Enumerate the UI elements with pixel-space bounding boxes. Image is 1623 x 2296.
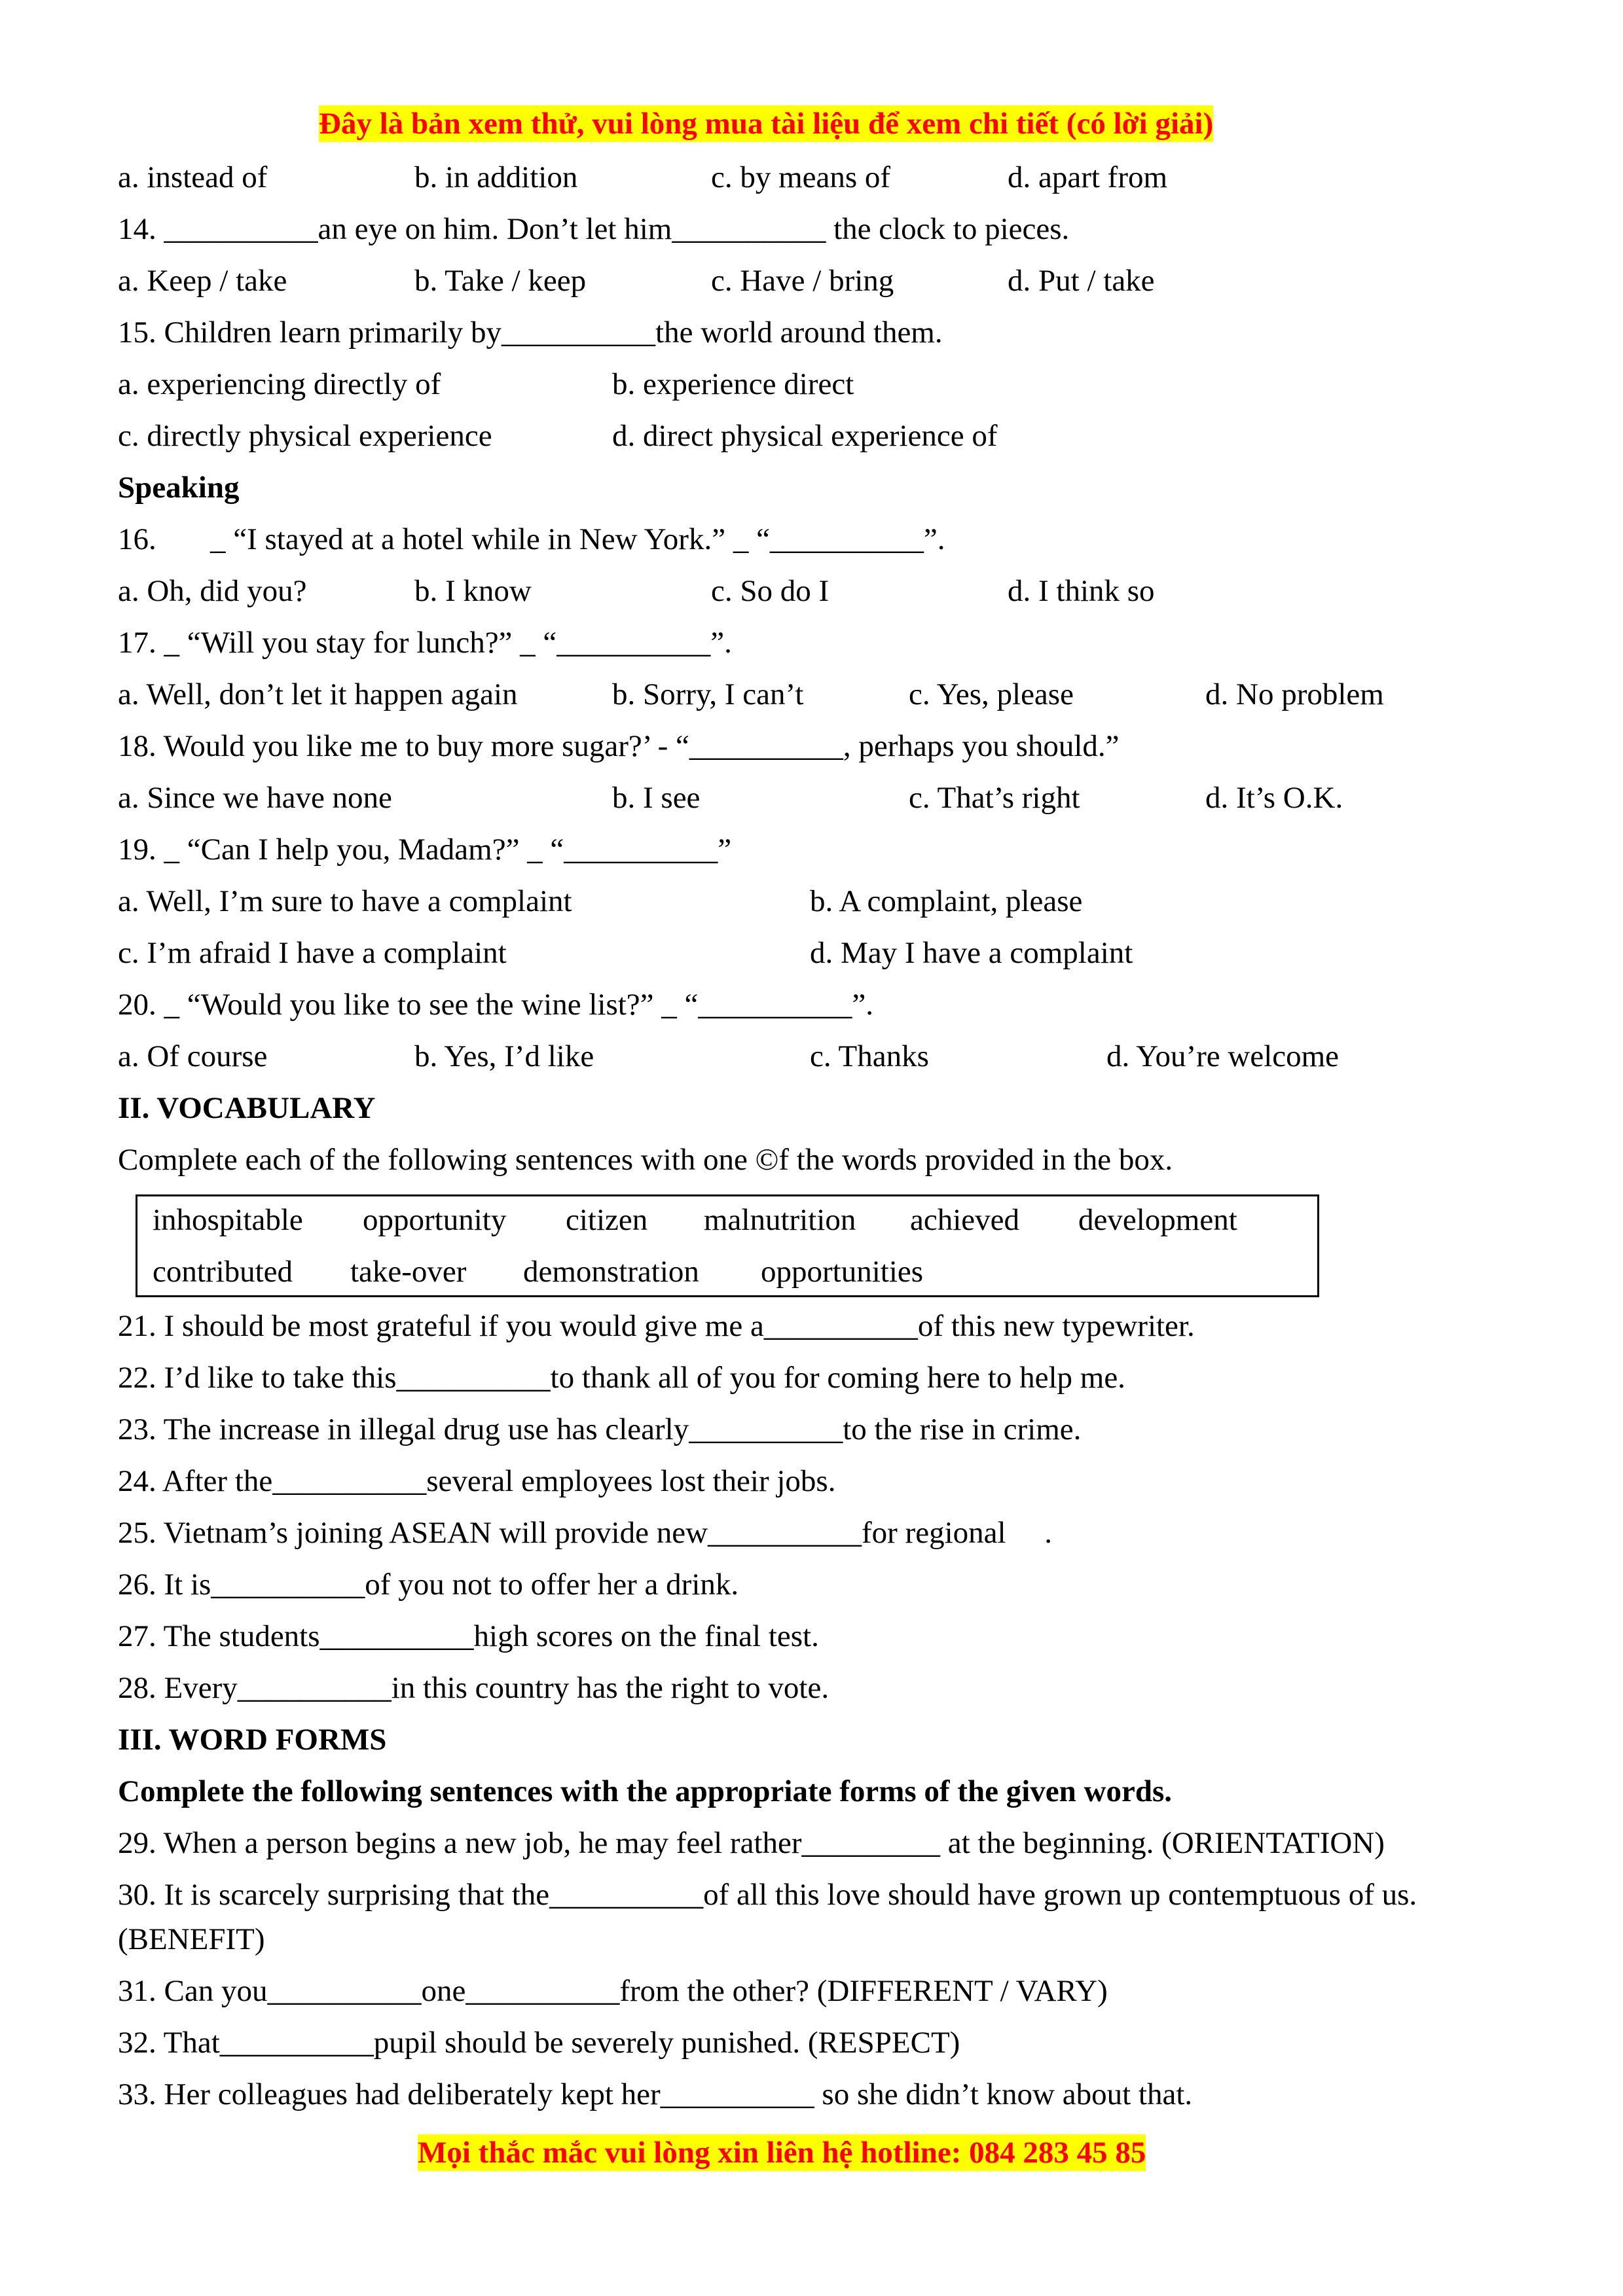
q17-option-d: d. No problem xyxy=(1205,677,1384,711)
box-word: contributed xyxy=(153,1255,293,1289)
question-24: 24. After the__________several employees lost their jobs. xyxy=(118,1464,836,1498)
question-15: 15. Children learn primarily by__________the world around them. xyxy=(118,315,943,350)
question-22: 22. I’d like to take this__________to thank all of you for coming here to help me. xyxy=(118,1361,1125,1395)
question-32: 32. That__________pupil should be severely punished. (RESPECT) xyxy=(118,2026,960,2060)
q18-option-b: b. I see xyxy=(612,781,701,815)
vocabulary-heading: II. VOCABULARY xyxy=(118,1091,376,1125)
question-19: 19. _ “Can I help you, Madam?” _ “__________” xyxy=(118,833,732,867)
box-word: malnutrition xyxy=(704,1203,856,1237)
question-29: 29. When a person begins a new job, he may feel rather_________ at the beginning. (ORIENTATION) xyxy=(118,1826,1385,1860)
q14-option-d: d. Put / take xyxy=(1008,264,1155,298)
q20-option-a: a. Of course xyxy=(118,1039,268,1073)
q18-option-a: a. Since we have none xyxy=(118,781,392,815)
q18-option-c: c. That’s right xyxy=(909,781,1080,815)
box-word: opportunities xyxy=(761,1255,924,1289)
q19-option-d: d. May I have a complaint xyxy=(810,936,1133,970)
question-31: 31. Can you__________one__________from the other? (DIFFERENT / VARY) xyxy=(118,1974,1108,2008)
question-28: 28. Every__________in this country has the right to vote. xyxy=(118,1671,830,1705)
q19-option-a: a. Well, I’m sure to have a complaint xyxy=(118,884,572,918)
box-word: opportunity xyxy=(363,1203,507,1237)
q14-option-a: a. Keep / take xyxy=(118,264,287,298)
q13-option-a: a. instead of xyxy=(118,160,268,194)
q20-option-b: b. Yes, I’d like xyxy=(414,1039,594,1073)
preview-notice-banner: Đây là bản xem thử, vui lòng mua tài liệu để xem chi tiết (có lời giải) xyxy=(319,107,1214,141)
speaking-heading: Speaking xyxy=(118,471,240,505)
question-30-continued: (BENEFIT) xyxy=(118,1922,265,1956)
box-word: take-over xyxy=(350,1255,467,1289)
q16-option-a: a. Oh, did you? xyxy=(118,574,307,608)
question-16: 16. _ “I stayed at a hotel while in New York.” _ “__________”. xyxy=(118,522,945,556)
q13-option-c: c. by means of xyxy=(711,160,891,194)
box-word: development xyxy=(1078,1203,1237,1237)
q17-option-b: b. Sorry, I can’t xyxy=(612,677,804,711)
q15-option-b: b. experience direct xyxy=(612,367,854,401)
question-21: 21. I should be most grateful if you would give me a__________of this new typewriter. xyxy=(118,1309,1195,1343)
q13-option-d: d. apart from xyxy=(1008,160,1168,194)
q15-option-d: d. direct physical experience of xyxy=(612,419,998,453)
word-box xyxy=(136,1194,1319,1297)
box-word: citizen xyxy=(566,1203,648,1237)
word-forms-heading: III. WORD FORMS xyxy=(118,1723,387,1757)
question-25: 25. Vietnam’s joining ASEAN will provide new__________for regional . xyxy=(118,1516,1053,1550)
q13-option-b: b. in addition xyxy=(414,160,578,194)
question-33: 33. Her colleagues had deliberately kept her__________ so she didn’t know about that. xyxy=(118,2077,1193,2111)
word-forms-instruction: Complete the following sentences with the appropriate forms of the given words. xyxy=(118,1774,1173,1808)
question-17: 17. _ “Will you stay for lunch?” _ “__________”. xyxy=(118,626,732,660)
vocabulary-instruction: Complete each of the following sentences with one ©f the words provided in the box. xyxy=(118,1143,1173,1177)
q14-option-c: c. Have / bring xyxy=(711,264,894,298)
question-18: 18. Would you like me to buy more sugar?’ - “__________, perhaps you should.” xyxy=(118,729,1120,763)
question-20: 20. _ “Would you like to see the wine list?” _ “__________”. xyxy=(118,988,874,1022)
q16-option-d: d. I think so xyxy=(1008,574,1155,608)
box-word: achieved xyxy=(910,1203,1020,1237)
q15-option-c: c. directly physical experience xyxy=(118,419,492,453)
box-word: demonstration xyxy=(523,1255,699,1289)
q19-option-b: b. A complaint, please xyxy=(810,884,1083,918)
q16-option-c: c. So do I xyxy=(711,574,830,608)
q17-option-c: c. Yes, please xyxy=(909,677,1074,711)
question-23: 23. The increase in illegal drug use has clearly__________to the rise in crime. xyxy=(118,1412,1082,1446)
q20-option-d: d. You’re welcome xyxy=(1106,1039,1340,1073)
question-26: 26. It is__________of you not to offer her a drink. xyxy=(118,1568,739,1602)
q16-option-b: b. I know xyxy=(414,574,532,608)
q17-option-a: a. Well, don’t let it happen again xyxy=(118,677,518,711)
question-27: 27. The students__________high scores on the final test. xyxy=(118,1619,819,1653)
question-30: 30. It is scarcely surprising that the__________of all this love should have grown up contemptuous of us. xyxy=(118,1878,1417,1912)
question-14: 14. __________an eye on him. Don’t let him__________ the clock to pieces. xyxy=(118,212,1070,246)
box-word: inhospitable xyxy=(153,1203,303,1237)
q14-option-b: b. Take / keep xyxy=(414,264,587,298)
q20-option-c: c. Thanks xyxy=(810,1039,929,1073)
hotline-notice-banner: Mọi thắc mắc vui lòng xin liên hệ hotline: 084 283 45 85 xyxy=(418,2136,1146,2170)
q19-option-c: c. I’m afraid I have a complaint xyxy=(118,936,507,970)
q15-option-a: a. experiencing directly of xyxy=(118,367,441,401)
q18-option-d: d. It’s O.K. xyxy=(1205,781,1343,815)
